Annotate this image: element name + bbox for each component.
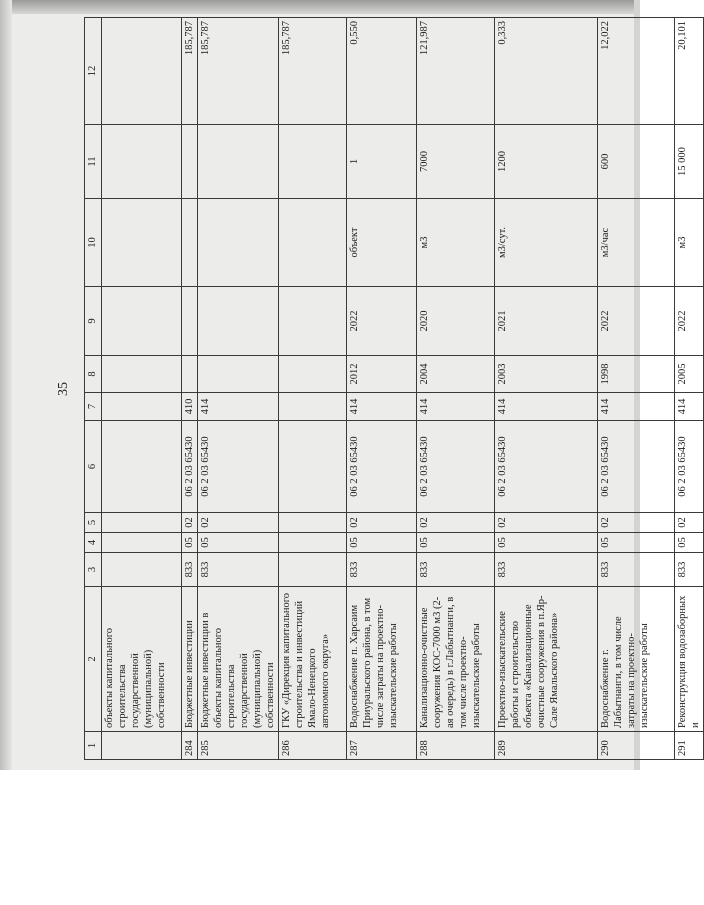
end-year: 2022 (675, 287, 704, 356)
capacity: 7000 (417, 125, 495, 199)
target-article: 06 2 03 65430 (347, 421, 417, 513)
unit (279, 199, 347, 287)
start-year (279, 356, 347, 393)
table-row (279, 18, 347, 760)
unit: м3 (675, 199, 704, 287)
end-year (198, 287, 279, 356)
table-body (85, 18, 704, 760)
item-name: Водоснабжение п. Харсаим Приуральского района, в том числе затраты на проектно-изыскательские работы (347, 587, 417, 732)
column-number: 10 (85, 199, 102, 287)
amount: 0,333 (495, 18, 598, 125)
subsection-code: 02 (598, 513, 675, 533)
capacity: 15 000 (675, 125, 704, 199)
amount: 0,550 (347, 18, 417, 125)
expense-type: 414 (495, 393, 598, 421)
end-year (279, 287, 347, 356)
unit (102, 199, 182, 287)
item-name: Реконструкция водозаборных и (675, 587, 704, 732)
section-code (102, 533, 182, 553)
item-name: Бюджетные инвестиции (182, 587, 198, 732)
end-year (182, 287, 198, 356)
row-number: 290 (598, 732, 675, 760)
table-row (102, 18, 182, 760)
subsection-code (279, 513, 347, 533)
section-code: 05 (598, 533, 675, 553)
column-number: 6 (85, 421, 102, 513)
section-code: 05 (495, 533, 598, 553)
end-year: 2022 (598, 287, 675, 356)
item-name: ГКУ «Дирекция капитального строительства и инвестиций Ямало-Ненецкого автономного округа» (279, 587, 347, 732)
scan-top-shadow (0, 0, 640, 14)
item-name: Проектно-изыскательские работы и строительство объекта «Канализационные очистные сооружения в п.Яр-Сале Ямальского района» (495, 587, 598, 732)
column-number: 1 (85, 732, 102, 760)
start-year: 2004 (417, 356, 495, 393)
item-name: Канализационно-очистные сооружения КОС-7000 м3 (2-ая очередь) в г.Лабытнанги, в том числе проектно-изыскательские работы (417, 587, 495, 732)
column-number-row (85, 18, 102, 760)
unit (182, 199, 198, 287)
expense-type: 414 (198, 393, 279, 421)
expense-type (279, 393, 347, 421)
capacity: 1 (347, 125, 417, 199)
amount: 185,787 (279, 18, 347, 125)
unit: м3/час (598, 199, 675, 287)
item-name: объекты капитального строительства государственной (муниципальной) собственности (102, 587, 182, 732)
column-number: 5 (85, 513, 102, 533)
row-number: 286 (279, 732, 347, 760)
table-row (598, 18, 675, 760)
amount: 20,101 (675, 18, 704, 125)
ministry-code: 833 (675, 553, 704, 587)
end-year (102, 287, 182, 356)
target-article (279, 421, 347, 513)
end-year: 2020 (417, 287, 495, 356)
subsection-code: 02 (347, 513, 417, 533)
table-row (182, 18, 198, 760)
unit: м3 (417, 199, 495, 287)
target-article: 06 2 03 65430 (417, 421, 495, 513)
column-number: 11 (85, 125, 102, 199)
amount: 185,787 (182, 18, 198, 125)
capacity (102, 125, 182, 199)
start-year (198, 356, 279, 393)
start-year: 2005 (675, 356, 704, 393)
section-code: 05 (198, 533, 279, 553)
subsection-code (102, 513, 182, 533)
unit: объект (347, 199, 417, 287)
expense-type (102, 393, 182, 421)
table-row (347, 18, 417, 760)
ministry-code (279, 553, 347, 587)
ministry-code: 833 (182, 553, 198, 587)
amount: 12,022 (598, 18, 675, 125)
column-number: 9 (85, 287, 102, 356)
section-code: 05 (417, 533, 495, 553)
end-year: 2021 (495, 287, 598, 356)
capacity (182, 125, 198, 199)
start-year (102, 356, 182, 393)
column-number: 2 (85, 587, 102, 732)
table-row (495, 18, 598, 760)
capacity (279, 125, 347, 199)
target-article: 06 2 03 65430 (598, 421, 675, 513)
target-article: 06 2 03 65430 (495, 421, 598, 513)
row-number: 285 (198, 732, 279, 760)
table-row (417, 18, 495, 760)
row-number: 284 (182, 732, 198, 760)
row-number: 289 (495, 732, 598, 760)
column-number: 8 (85, 356, 102, 393)
row-number: 288 (417, 732, 495, 760)
start-year: 2003 (495, 356, 598, 393)
subsection-code: 02 (198, 513, 279, 533)
row-number (102, 732, 182, 760)
target-article: 06 2 03 65430 (675, 421, 704, 513)
ministry-code: 833 (417, 553, 495, 587)
subsection-code: 02 (495, 513, 598, 533)
expense-type: 414 (598, 393, 675, 421)
ministry-code: 833 (347, 553, 417, 587)
section-code: 05 (182, 533, 198, 553)
start-year: 1998 (598, 356, 675, 393)
ministry-code (102, 553, 182, 587)
unit (198, 199, 279, 287)
start-year: 2012 (347, 356, 417, 393)
column-number: 3 (85, 553, 102, 587)
capacity: 1200 (495, 125, 598, 199)
section-code: 05 (675, 533, 704, 553)
budget-table (84, 17, 704, 760)
page-number: 35 (56, 382, 71, 396)
amount: 185,787 (198, 18, 279, 125)
column-number: 7 (85, 393, 102, 421)
target-article: 06 2 03 65430 (198, 421, 279, 513)
capacity (198, 125, 279, 199)
expense-type: 414 (417, 393, 495, 421)
amount: 121,987 (417, 18, 495, 125)
section-code (279, 533, 347, 553)
section-code: 05 (347, 533, 417, 553)
table-row (675, 18, 704, 760)
amount (102, 18, 182, 125)
expense-type: 410 (182, 393, 198, 421)
target-article: 06 2 03 65430 (182, 421, 198, 513)
expense-type: 414 (347, 393, 417, 421)
end-year: 2022 (347, 287, 417, 356)
column-number: 12 (85, 18, 102, 125)
ministry-code: 833 (198, 553, 279, 587)
rotated-document (56, 18, 701, 760)
row-number: 287 (347, 732, 417, 760)
start-year (182, 356, 198, 393)
subsection-code: 02 (182, 513, 198, 533)
scan-left-shadow (0, 0, 12, 770)
subsection-code: 02 (417, 513, 495, 533)
table-row (198, 18, 279, 760)
column-number: 4 (85, 533, 102, 553)
expense-type: 414 (675, 393, 704, 421)
unit: м3/сут. (495, 199, 598, 287)
ministry-code: 833 (495, 553, 598, 587)
target-article (102, 421, 182, 513)
subsection-code: 02 (675, 513, 704, 533)
ministry-code: 833 (598, 553, 675, 587)
item-name: Бюджетные инвестиции в объекты капитального строительства государственной (муниципальной) собственности (198, 587, 279, 732)
item-name: Водоснабжение г. Лабытнанги, в том числе затраты на проектно-изыскательские работы (598, 587, 675, 732)
capacity: 600 (598, 125, 675, 199)
row-number: 291 (675, 732, 704, 760)
